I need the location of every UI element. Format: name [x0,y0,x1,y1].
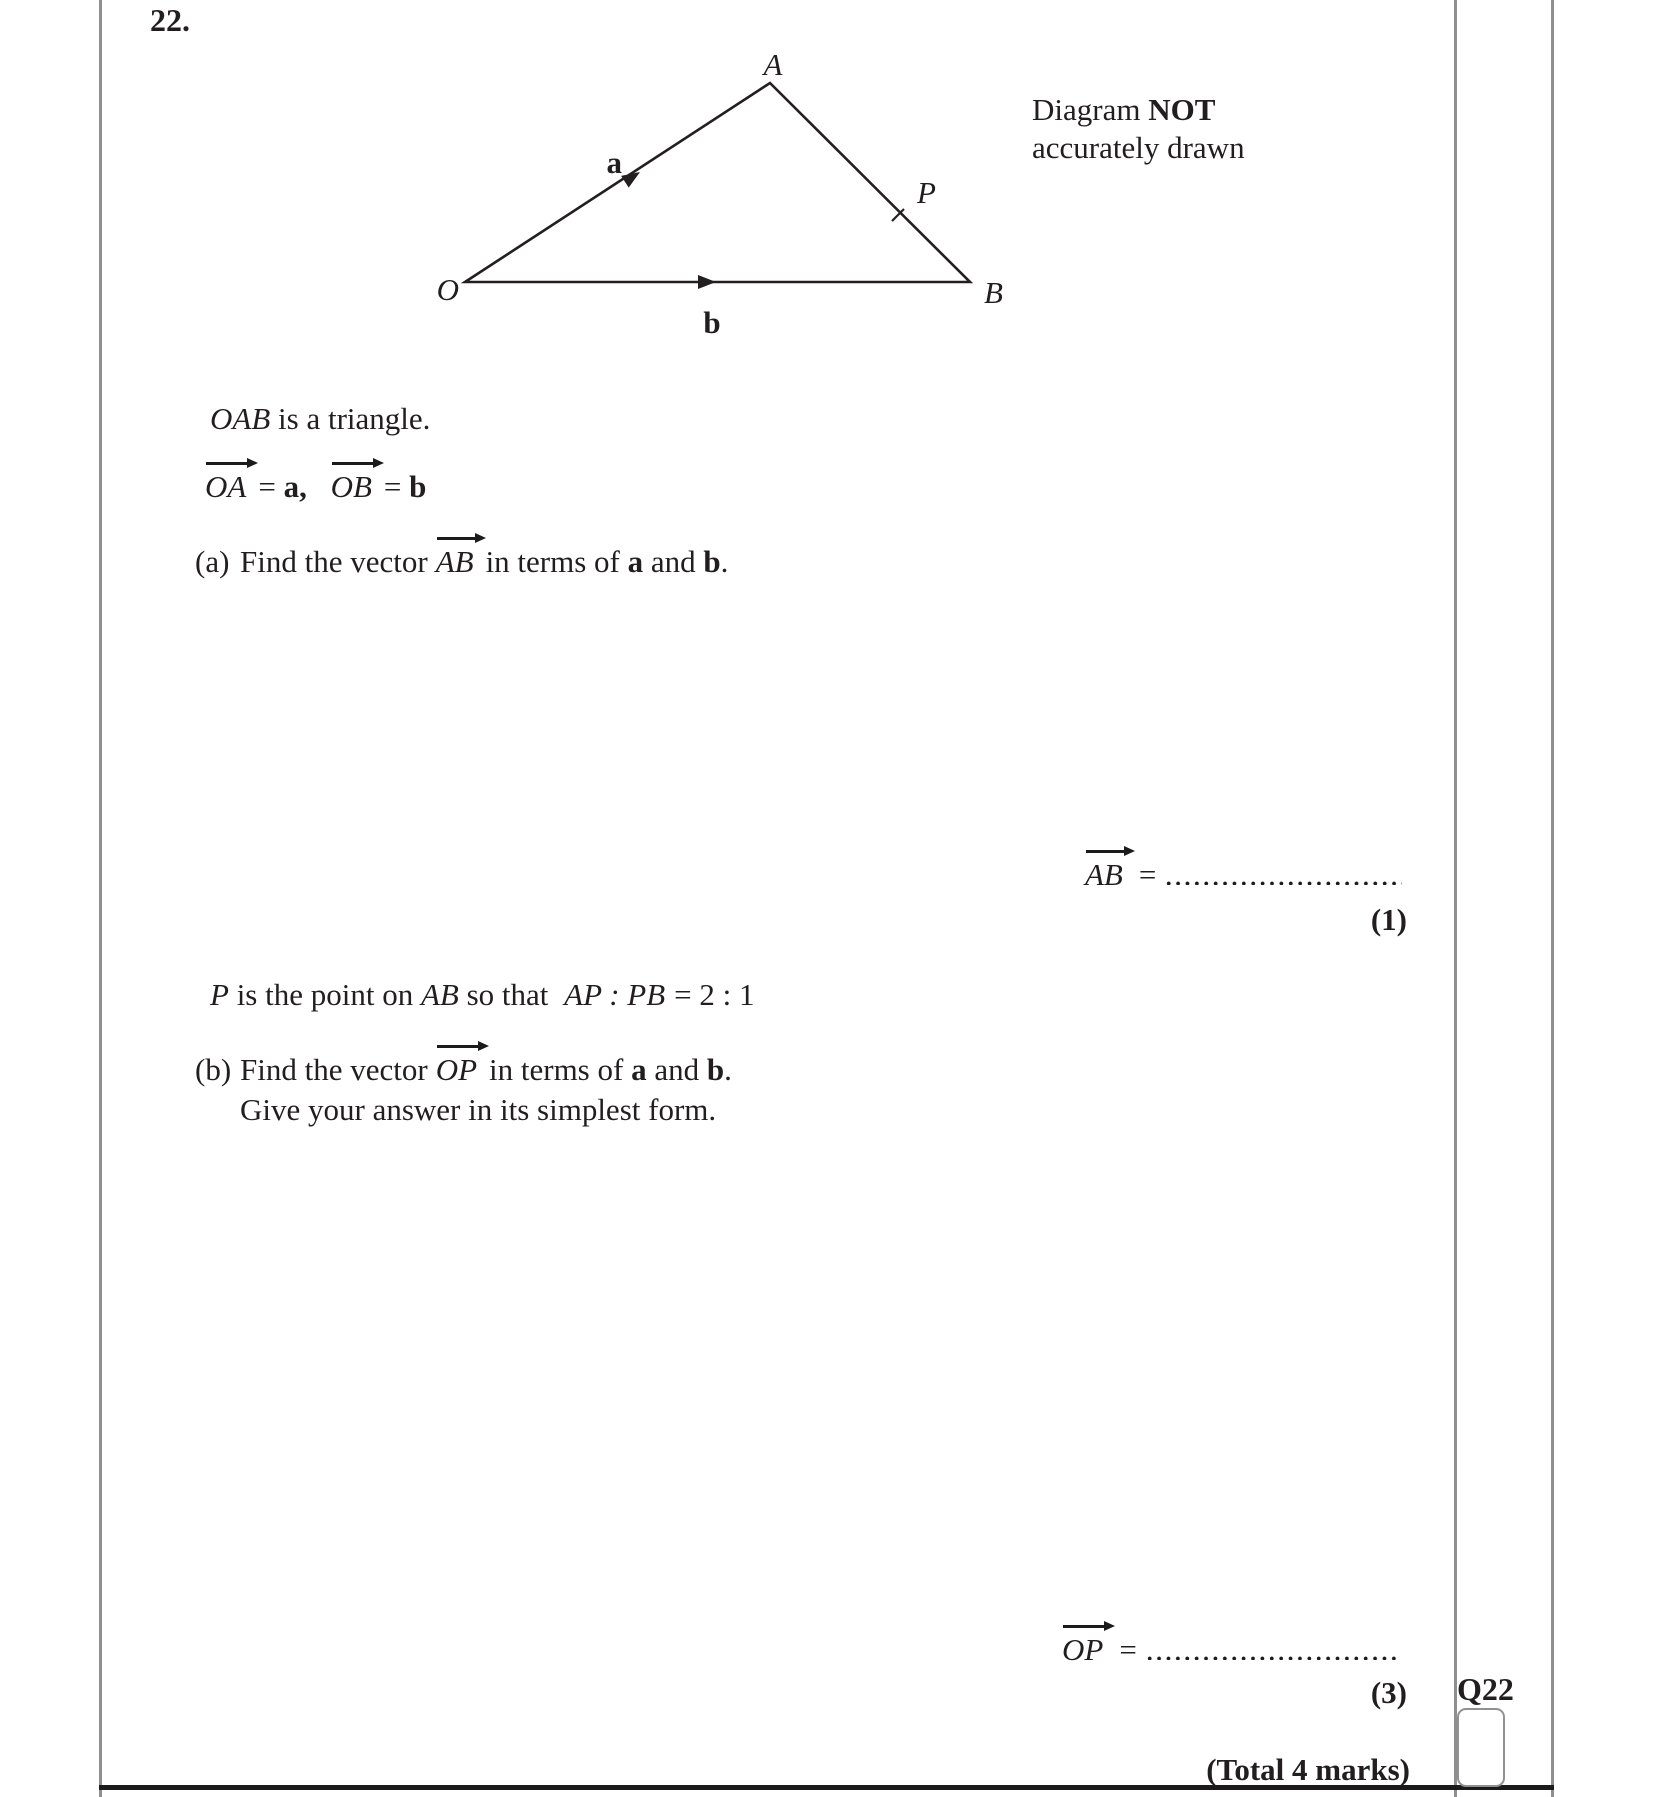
answer-blank-a[interactable] [1164,880,1402,885]
answer-line-b [1062,1632,1401,1668]
part-a-text: and [643,544,704,579]
vertex-label-O: O [436,272,459,307]
vector-OA-letters: OA [205,469,247,504]
question-number: 22. [150,2,190,38]
vector-OP-letters: OP [1062,1632,1104,1667]
vector-definitions [205,469,426,505]
vector-arrow-icon [1086,850,1125,853]
answer-blank-b[interactable] [1145,1655,1401,1660]
part-b-text: and [646,1052,707,1087]
intro-text: is a triangle. [270,401,431,436]
question-ref-label: Q22 [1457,1671,1514,1707]
vector-b-value: b [409,469,427,504]
equals-sign: = [383,469,402,504]
vector-OP-notation [1062,1632,1103,1668]
vector-AB-notation [1085,857,1123,893]
vector-a-symbol: a [631,1052,647,1087]
marks-part-b: (3) [1370,1675,1407,1710]
vector-arrow-icon [437,537,476,540]
total-marks: (Total 4 marks) [1206,1752,1410,1787]
right-margin-rule-outer [1551,0,1554,1797]
answer-line-a [1085,857,1402,893]
triangle-diagram [380,40,1025,340]
ratio-value: = 2 : 1 [674,977,755,1012]
part-b-text: in terms of [489,1052,632,1087]
vertex-label-A: A [763,47,783,82]
part-b-instruction: Give your answer in its simplest form. [240,1092,717,1127]
variable-PB: PB [627,977,666,1012]
variable-AP: AP [564,977,602,1012]
ratio-colon: : [601,977,628,1012]
diagram-note-line1 [1032,91,1245,129]
vector-b-arrowhead-icon [698,275,716,289]
part-a-text: . [720,544,729,579]
vector-OP-letters: OP [435,1052,478,1087]
vector-OB-notation [331,469,372,505]
diagram-note [1032,91,1245,166]
vector-b-symbol: b [706,1052,725,1087]
equals-sign: = [258,469,276,504]
part-a-text: in terms of [485,544,628,579]
part-b-text: Find the vector [240,1052,428,1087]
variable-AB: AB [420,977,459,1012]
diagram-note-text: Diagram [1032,92,1149,127]
part-b-question [195,1052,732,1088]
part-b-text: . [724,1052,732,1087]
marker-score-box [1457,1708,1505,1787]
right-margin-rule-inner [1454,0,1457,1797]
diagram-note-bold: NOT [1148,92,1216,127]
vector-a-value: a, [283,469,307,504]
part-a-label: (a) [195,544,230,579]
intro-variables: OAB [210,401,271,436]
p-point-statement [210,977,755,1013]
diagram-note-line2: accurately drawn [1032,129,1245,165]
vector-AB-letters: AB [1085,857,1123,892]
equals-sign: = [1138,857,1157,892]
vector-label-b: b [703,305,721,340]
part-a-text: Find the vector [240,544,428,579]
vertex-label-B: B [984,275,1003,310]
vector-AB-letters: AB [435,544,474,579]
part-a-question [195,544,728,580]
left-margin-rule [99,0,102,1797]
vector-arrow-icon [206,462,248,465]
equals-sign: = [1119,1632,1137,1667]
vector-arrow-icon [437,1045,479,1048]
vector-a-arrowhead-icon [621,166,644,188]
point-label-P: P [917,175,936,210]
vector-AB-notation [436,544,474,580]
intro-statement [210,401,430,437]
triangle-outline [465,83,970,282]
vector-OA-notation [205,469,246,505]
variable-P: P [210,977,229,1012]
vector-arrow-icon [332,462,374,465]
vector-a-symbol: a [627,544,644,579]
vector-arrow-icon [1063,1625,1105,1628]
marks-part-a: (1) [1370,902,1407,937]
vector-OB-letters: OB [330,469,372,504]
statement-text: is the point on [228,977,421,1012]
vector-label-a: a [606,145,622,180]
vector-b-symbol: b [703,544,721,579]
vector-OP-notation [436,1052,477,1088]
statement-text: so that [458,977,557,1012]
part-b-label: (b) [195,1052,232,1087]
